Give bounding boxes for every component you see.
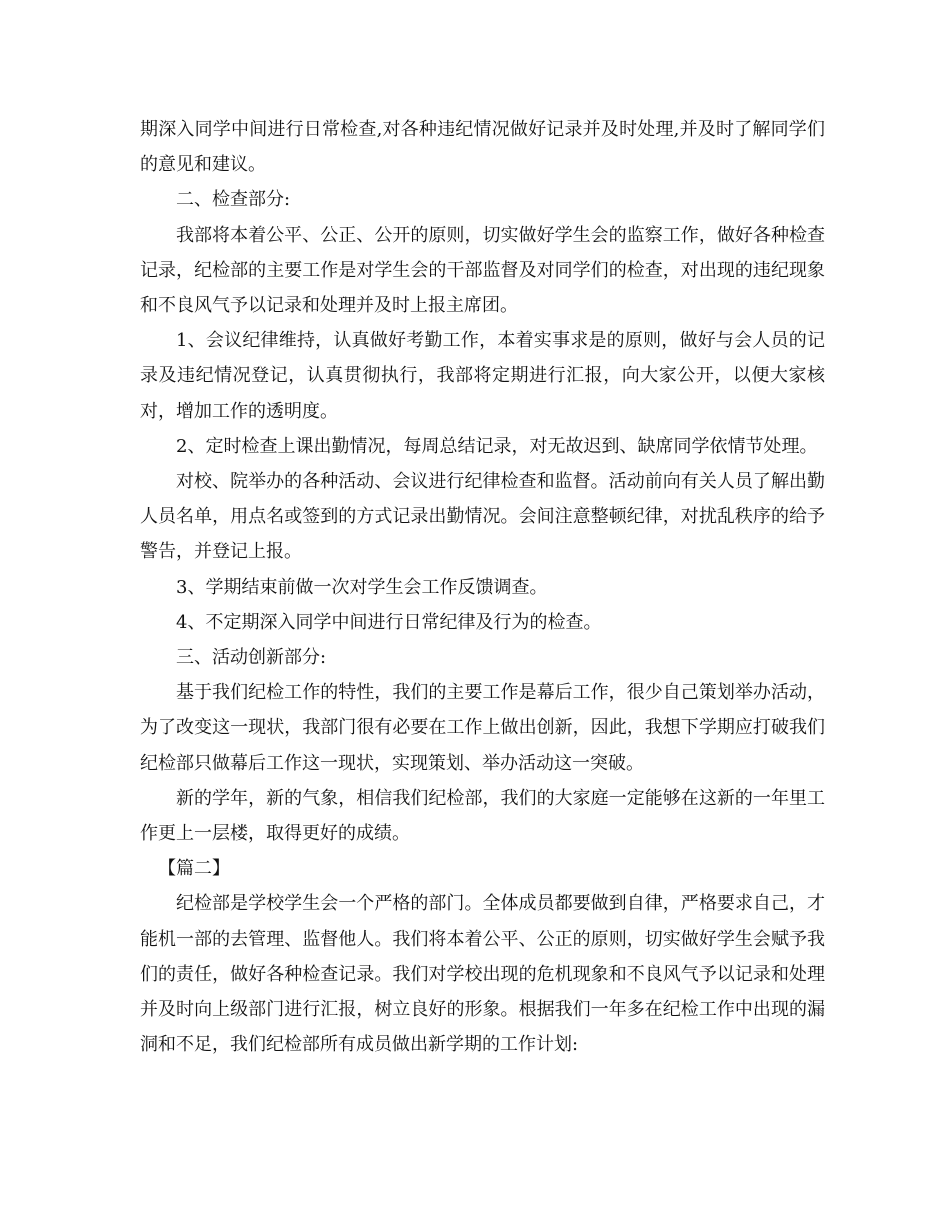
- paragraph-inspection-intro: 我部将本着公平、公正、公开的原则，切实做好学生会的监察工作，做好各种检查记录，纪检部的主要工作是对学生会的干部监督及对同学们的检查，对出现的违纪现象和不良风气予以记录和处理并及时上报主席团。: [140, 224, 825, 317]
- section-heading-part-two: 【篇二】: [158, 858, 230, 880]
- paragraph-activities-supervision: 对校、院举办的各种活动、会议进行纪律检查和监督。活动前向有关人员了解出勤人员名单，用点名或签到的方式记录出勤情况。会间注意整顿纪律，对扰乱秩序的给予警告，并登记上报。: [140, 471, 825, 563]
- paragraph-item-2: 2、定时检查上课出勤情况，每周总结记录，对无故迟到、缺席同学依情节处理。: [176, 435, 818, 457]
- paragraph-part-two-intro: 纪检部是学校学生会一个严格的部门。全体成员都要做到自律，严格要求自己，才能机一部的去管理、监督他人。我们将本着公平、公正的原则，切实做好学生会赋予我们的责任，做好各种检查记录。我们对学校出现的危机现象和不良风气予以记录和处理并及时向上级部门进行汇报，树立良好的形象。根据我们一年多在纪检工作中出现的漏洞和不足，我们纪检部所有成员做出新学期的工作计划:: [140, 893, 825, 1056]
- paragraph-outlook: 新的学年，新的气象，相信我们纪检部，我们的大家庭一定能够在这新的一年里工作更上一层楼，取得更好的成绩。: [140, 787, 825, 845]
- document-body: [140, 112, 825, 1062]
- paragraph-item-4: 4、不定期深入同学中间进行日常纪律及行为的检查。: [176, 611, 602, 633]
- paragraph-continuation: 期深入同学中间进行日常检查,对各种违纪情况做好记录并及时处理,并及时了解同学们的意见和建议。: [140, 119, 825, 176]
- section-heading-inspection: 二、检查部分:: [176, 189, 291, 211]
- section-heading-innovation: 三、活动创新部分:: [176, 647, 327, 669]
- paragraph-item-3: 3、学期结束前做一次对学生会工作反馈调查。: [176, 576, 548, 598]
- paragraph-innovation: 基于我们纪检工作的特性，我们的主要工作是幕后工作，很少自己策划举办活动，为了改变这一现状，我部门很有必要在工作上做出创新，因此，我想下学期应打破我们纪检部只做幕后工作这一现状，实现策划、举办活动这一突破。: [140, 682, 825, 774]
- paragraph-item-1: 1、会议纪律维持，认真做好考勤工作，本着实事求是的原则，做好与会人员的记录及违纪情况登记，认真贯彻执行，我部将定期进行汇报，向大家公开，以便大家核对，增加工作的透明度。: [140, 330, 825, 422]
